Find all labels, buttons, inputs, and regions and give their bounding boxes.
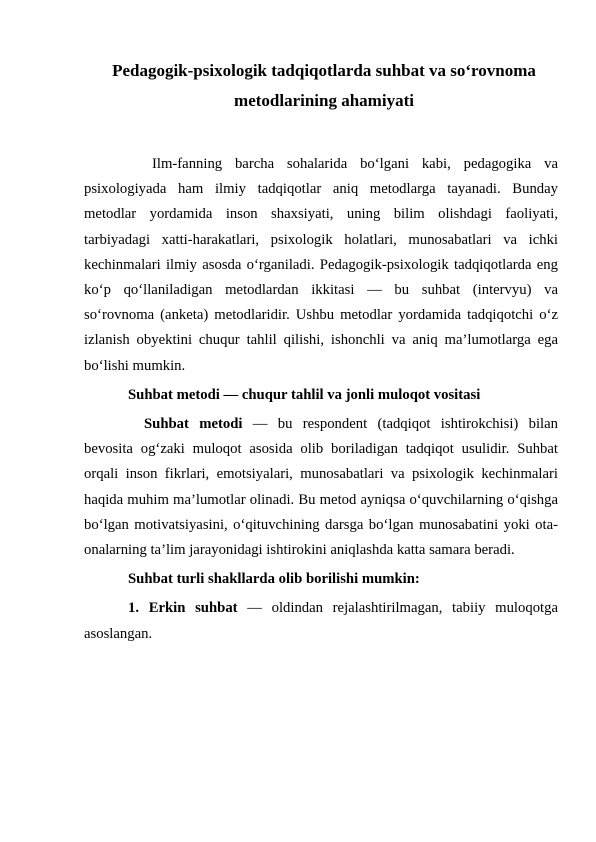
suhbat-term: Suhbat metodi xyxy=(144,416,243,433)
intro-paragraph: Ilm-fanning barcha sohalarida bo‘lgani kabi, pedagogika va psixologiyada ham ilmiy tadqiqotlar aniq metodlarga tayanadi. Bunday metodlar yordamida inson shaxsiyati, uning bilim olishdagi faoliyati, tarbiyadagi xatti-harakatlari, psixologik holatlari, munosabatlari va ichki kechinmalari ilmiy asosda o‘rganiladi. Pedagogik-psixologik tadqiqotlarda eng ko‘p qo‘llaniladigan metodlardan ikkitasi — bu suhbat (intervyu) va so‘rovnoma (anketa) metodlaridir. Ushbu metodlar yordamida tadqiqotchi o‘z izlanish obyektini chuqur tahlil qilishi, ishonchli va aniq ma’lumotlarga ega bo‘lishi mumkin. xyxy=(84,156,558,374)
title-line-2: metodlarining ahamiyati xyxy=(234,91,414,110)
title-line-1: Pedagogik-psixologik tadqiqotlarda suhbat va so‘rovnoma xyxy=(112,61,536,80)
erkin-term: 1. Erkin suhbat xyxy=(128,600,238,617)
erkin-body: — oldindan rejalashtirilmagan, tabiiy muloqotga asoslangan. xyxy=(84,600,558,642)
section-heading-forms: Suhbat turli shakllarda olib borilishi mumkin: xyxy=(128,571,420,588)
suhbat-paragraph xyxy=(84,412,558,563)
document-title xyxy=(76,56,572,116)
list-item-erkin xyxy=(84,596,558,646)
suhbat-body: — bu respondent (tadqiqot ishtirokchisi) bilan bevosita og‘zaki muloqot asosida olib boriladigan tadqiqot usulidir. Suhbat orqali inson fikrlari, emotsiyalari, munosabatlari va psixologik kechinmalari haqida muhim ma’lumotlar olinadi. Bu metod ayniqsa o‘quvchilarning o‘qishga bo‘lgan motivatsiyasini, o‘qituvchining darsga bo‘lgan munosabatini yoki ota-onalarning ta’lim jarayonidagi ishtirokini aniqlashda katta samara beradi. xyxy=(84,416,558,559)
section-heading-suhbat: Suhbat metodi — chuqur tahlil va jonli muloqot vositasi xyxy=(128,386,481,403)
